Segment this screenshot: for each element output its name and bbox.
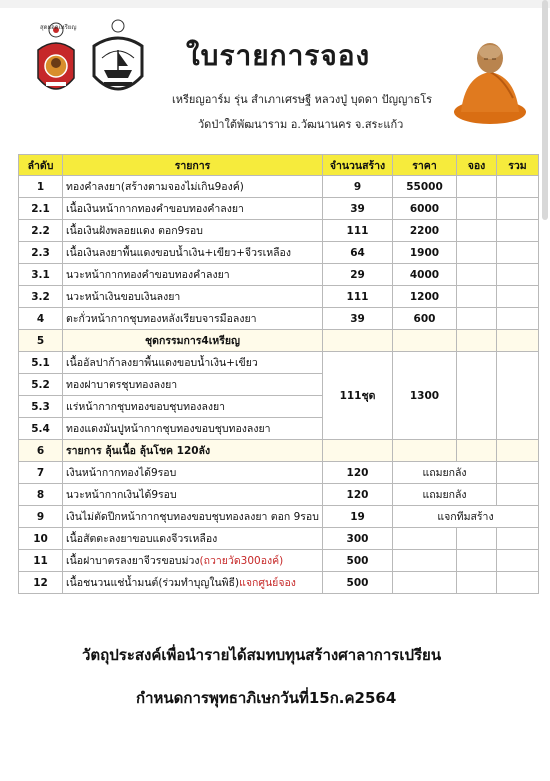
table-row <box>19 176 539 198</box>
row-qty: 500 <box>323 550 393 572</box>
row-item: เนื้อเงินหน้ากากทองคำขอบทองคำลงยา <box>63 198 323 220</box>
row-no: 11 <box>19 550 63 572</box>
row-book-cell[interactable] <box>457 550 497 572</box>
row-item: เงินไม่ตัดปีกหน้ากากชุบทองขอบชุบทองลงยา ตอก 9รอบ <box>63 506 323 528</box>
row-price: 600 <box>393 308 457 330</box>
row-qty: 111 <box>323 220 393 242</box>
scrollbar[interactable] <box>542 0 548 220</box>
row-no: 1 <box>19 176 63 198</box>
logo-caption: สุดยอดเหรียญ <box>40 24 77 31</box>
row-no: 5.2 <box>19 374 63 396</box>
row-no: 2.1 <box>19 198 63 220</box>
footer-purpose: วัตถุประสงค์เพื่อนำรายได้สมทบทุนสร้างศาลาการเปรียน <box>82 646 442 664</box>
header-item: รายการ <box>63 155 323 176</box>
top-bar <box>0 0 550 8</box>
row-total-cell <box>497 198 539 220</box>
row-note: แถมยกลัง <box>393 462 497 484</box>
table-row <box>19 220 539 242</box>
row-total-cell <box>497 220 539 242</box>
ship-emblem-logo <box>88 18 148 102</box>
row-item: ตะกั่วหน้ากากชุบทองหลังเรียบจารมือลงยา <box>63 308 323 330</box>
row-book-cell[interactable] <box>457 308 497 330</box>
row-price-cell <box>393 572 457 594</box>
header-price: ราคา <box>393 155 457 176</box>
table-row <box>19 286 539 308</box>
row-item: เนื้อเงินฝังพลอยแดง ตอก9รอบ <box>63 220 323 242</box>
section-title: ชุดกรรมการ4เหรียญ <box>63 330 323 352</box>
row-no: 5.1 <box>19 352 63 374</box>
row-item-red-note: แจกศูนย์จอง <box>239 577 296 589</box>
row-item: นวะหน้ากากเงินได้9รอบ <box>63 484 323 506</box>
row-no: 9 <box>19 506 63 528</box>
row-note: แจกทีมสร้าง <box>393 506 539 528</box>
row-item: นวะหน้ากากทองคำขอบทองคำลงยา <box>63 264 323 286</box>
row-item: แร่หน้ากากชุบทองขอบชุบทองลงยา <box>63 396 323 418</box>
row-qty: 120 <box>323 462 393 484</box>
set-qty: 111ชุด <box>323 352 393 440</box>
row-book-cell[interactable] <box>457 176 497 198</box>
row-item-main: เนื้อฝาบาตรลงยาจีวรขอบม่วง <box>66 555 200 567</box>
monk-portrait-image <box>451 32 529 124</box>
row-qty: 111 <box>323 286 393 308</box>
row-book-cell[interactable] <box>457 330 497 352</box>
row-no: 5 <box>19 330 63 352</box>
row-no: 2.3 <box>19 242 63 264</box>
row-qty: 500 <box>323 572 393 594</box>
row-price-cell <box>393 528 457 550</box>
row-qty: 9 <box>323 176 393 198</box>
set-price: 1300 <box>393 352 457 440</box>
row-book-cell[interactable] <box>457 286 497 308</box>
row-price: 2200 <box>393 220 457 242</box>
row-note: แถมยกลัง <box>393 484 497 506</box>
row-no: 3.2 <box>19 286 63 308</box>
section-row-committee-set <box>19 330 539 352</box>
row-book-cell[interactable] <box>457 242 497 264</box>
row-price: 1200 <box>393 286 457 308</box>
footer-ceremony-date: กำหนดการพุทธาภิเษกวันที่15ก.ค2564 <box>136 689 397 707</box>
booking-table <box>18 154 539 594</box>
row-no: 3.1 <box>19 264 63 286</box>
row-no: 10 <box>19 528 63 550</box>
section-row-lucky <box>19 440 539 462</box>
row-no: 7 <box>19 462 63 484</box>
row-book-cell[interactable] <box>457 264 497 286</box>
row-price: 6000 <box>393 198 457 220</box>
row-total-cell <box>497 242 539 264</box>
row-total-cell <box>497 528 539 550</box>
table-row <box>19 484 539 506</box>
row-item: นวะหน้าเงินขอบเงินลงยา <box>63 286 323 308</box>
row-no: 2.2 <box>19 220 63 242</box>
empty-cell <box>323 440 393 462</box>
row-price: 1900 <box>393 242 457 264</box>
row-book-cell[interactable] <box>457 220 497 242</box>
table-row <box>19 264 539 286</box>
row-qty: 39 <box>323 198 393 220</box>
header-total: รวม <box>497 155 539 176</box>
row-total-cell <box>497 550 539 572</box>
row-book-cell[interactable] <box>457 198 497 220</box>
set-book-cell[interactable] <box>457 352 497 440</box>
row-qty: 300 <box>323 528 393 550</box>
row-no: 4 <box>19 308 63 330</box>
table-row <box>19 308 539 330</box>
row-total-cell <box>497 308 539 330</box>
row-item: เนื้อเงินลงยาพื้นแดงขอบน้ำเงิน+เขียว+จีวรเหลือง <box>63 242 323 264</box>
row-total-cell <box>497 264 539 286</box>
empty-cell <box>323 330 393 352</box>
header-no: ลำดับ <box>19 155 63 176</box>
row-qty: 120 <box>323 484 393 506</box>
table-row <box>19 462 539 484</box>
row-item: ทองคำลงยา(สร้างตามจองไม่เกิน9องค์) <box>63 176 323 198</box>
table-header-row <box>19 155 539 176</box>
header-qty: จำนวนสร้าง <box>323 155 393 176</box>
row-item: เนื้อสัตตะลงยาขอบแดงจีวรเหลือง <box>63 528 323 550</box>
row-total-cell <box>497 330 539 352</box>
row-total-cell <box>497 286 539 308</box>
page-title: ใบรายการจอง <box>186 39 371 72</box>
row-item <box>63 572 323 594</box>
table-row <box>19 528 539 550</box>
table-row <box>19 198 539 220</box>
booking-sheet <box>8 10 540 781</box>
header-book: จอง <box>457 155 497 176</box>
row-item: เงินหน้ากากทองได้9รอบ <box>63 462 323 484</box>
row-item: ทองฝาบาตรชุบทองลงยา <box>63 374 323 396</box>
table-row <box>19 572 539 594</box>
set-total-cell <box>497 352 539 440</box>
row-no: 6 <box>19 440 63 462</box>
row-total-cell <box>497 440 539 462</box>
subtitle-coin-series: เหรียญอาร์ม รุ่น สำเภาเศรษฐี หลวงปู่ บุดดา ปัญญาธโร <box>172 93 433 106</box>
row-no: 5.3 <box>19 396 63 418</box>
empty-cell <box>393 440 457 462</box>
row-no: 8 <box>19 484 63 506</box>
row-item: เนื้ออัลปาก้าลงยาพื้นแดงขอบน้ำเงิน+เขียว <box>63 352 323 374</box>
row-qty: 29 <box>323 264 393 286</box>
row-book-cell[interactable] <box>457 572 497 594</box>
table-row <box>19 506 539 528</box>
row-total-cell <box>497 462 539 484</box>
amulet-logo-red <box>34 22 78 102</box>
table-row <box>19 550 539 572</box>
row-item: ทองแดงมันปูหน้ากากชุบทองขอบชุบทองลงยา <box>63 418 323 440</box>
row-qty: 39 <box>323 308 393 330</box>
row-book-cell[interactable] <box>457 440 497 462</box>
row-total-cell <box>497 176 539 198</box>
section-title: รายการ ลุ้นเนื้อ ลุ้นโชค 120ลัง <box>63 440 323 462</box>
row-item-red-note: (ถวายวัด300องค์) <box>199 555 284 567</box>
row-book-cell[interactable] <box>457 528 497 550</box>
table-row <box>19 352 539 374</box>
row-item <box>63 550 323 572</box>
row-price-cell <box>393 550 457 572</box>
row-qty: 19 <box>323 506 393 528</box>
subtitle-temple: วัดป่าใต้พัฒนาราม อ.วัฒนานคร จ.สระแก้ว <box>198 118 404 131</box>
row-qty: 64 <box>323 242 393 264</box>
row-price: 4000 <box>393 264 457 286</box>
row-total-cell <box>497 484 539 506</box>
row-total-cell <box>497 572 539 594</box>
empty-cell <box>393 330 457 352</box>
row-item-main: เนื้อชนวนแช่น้ำมนต์(ร่วมทำบุญในพิธี) <box>66 577 240 589</box>
row-price: 55000 <box>393 176 457 198</box>
row-no: 5.4 <box>19 418 63 440</box>
row-no: 12 <box>19 572 63 594</box>
table-row <box>19 242 539 264</box>
